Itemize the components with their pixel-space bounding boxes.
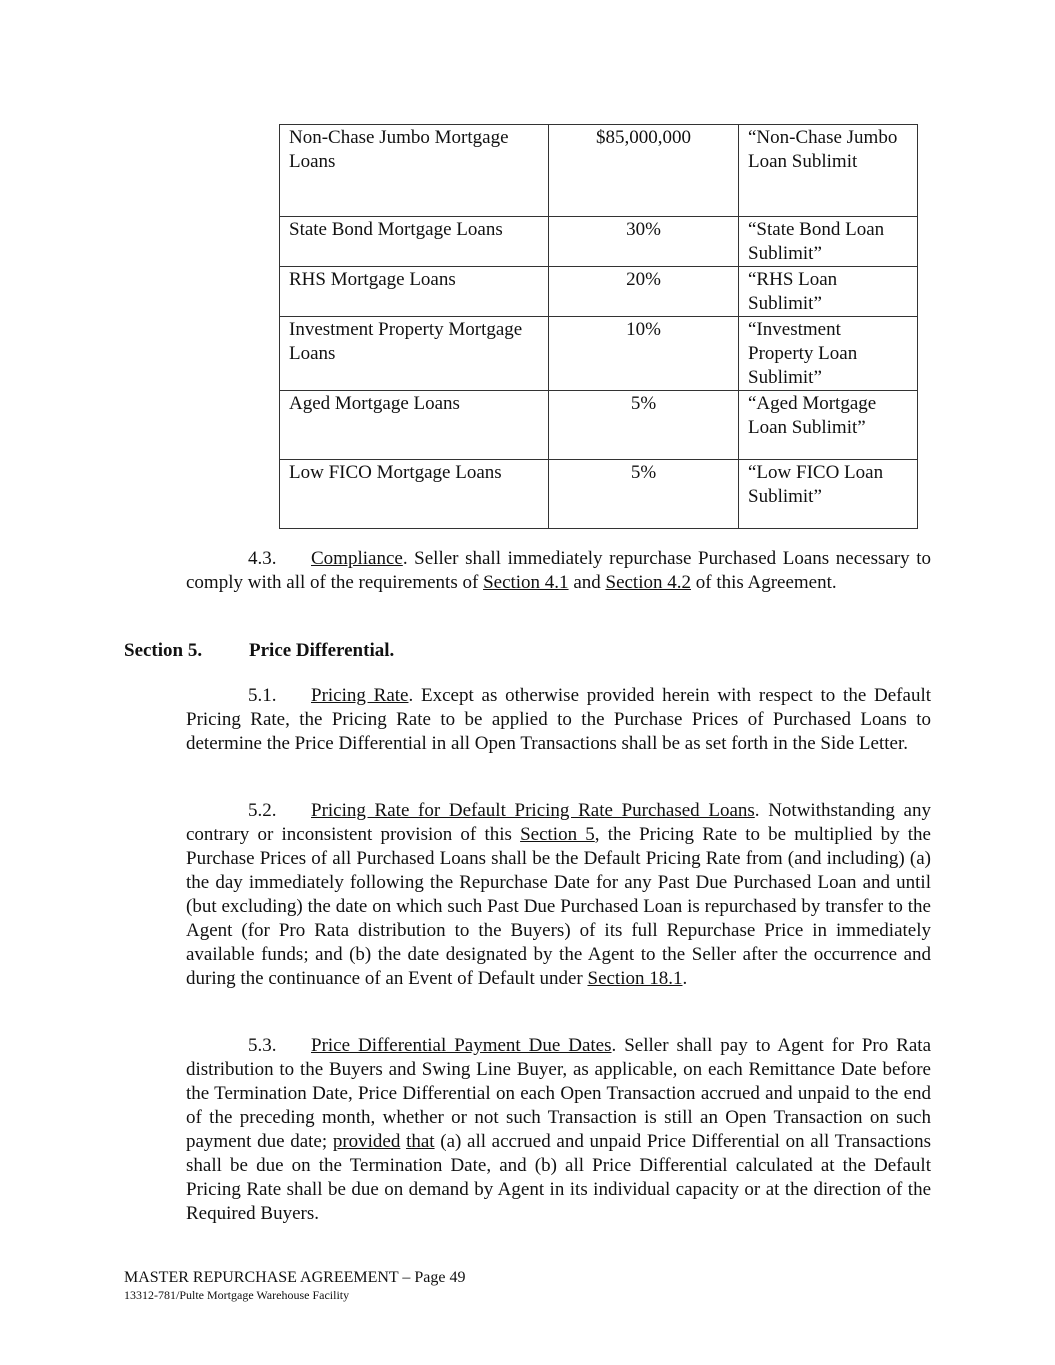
- limit-cell: 10%: [549, 317, 739, 391]
- paragraph-text: . Except as otherwise provided herein with respect to the Default Pricing Rate, the Pricing Rate to be applied to the Purchase Prices of Purchased Loans to determine the Price Differential in all Open Transactions shall be as set forth in the Side Letter.: [186, 685, 932, 754]
- footer-file-reference: 13312-781/Pulte Mortgage Warehouse Facility: [124, 1288, 350, 1302]
- sublimit-name-cell: “Non-Chase Jumbo Loan Sublimit: [739, 125, 918, 217]
- sublimit-name-cell: “State Bond Loan Sublimit”: [739, 217, 918, 267]
- paragraph-title: Pricing Rate: [311, 685, 409, 706]
- paragraph-number: 5.2.: [248, 800, 277, 821]
- section-5-heading: [124, 639, 394, 663]
- paragraph-text: . Seller shall immediately repurchase Purchased Loans necessary to comply with all of the requirements of: [186, 548, 931, 593]
- loan-type-cell: Non-Chase Jumbo Mortgage Loans: [280, 125, 549, 217]
- section-reference-link: Section 5: [520, 824, 595, 845]
- paragraph-title: Compliance: [311, 548, 403, 569]
- loan-type-cell: Aged Mortgage Loans: [280, 391, 549, 460]
- that-term: that: [406, 1131, 435, 1152]
- table-row: [280, 460, 918, 529]
- section-reference-link: Section 4.1: [483, 572, 569, 593]
- paragraph-text: , the Pricing Rate to be multiplied by the Purchase Prices of all Purchased Loans shall be the Default Pricing Rate from (and including) (a) the day immediately following the Repurchase Date for any Past Due Purchased Loan and until (but excluding) the date on which such Past Due Purchased Loan is repurchased by transfer to the Agent (for Pro Rata distribution to the Buyers) of its full Repurchase Price in immediately available funds; and (b) the date designated by the Agent to the Seller after the occurrence and during the continuance of an Event of Default under: [186, 824, 931, 989]
- table-row: [280, 125, 918, 217]
- section-4-3-paragraph: [186, 547, 931, 595]
- paragraph-text: of this Agreement.: [691, 572, 837, 593]
- section-reference-link: Section 18.1: [587, 968, 683, 989]
- footer-title: MASTER REPURCHASE AGREEMENT – Page 49: [124, 1269, 466, 1286]
- paragraph-text: . Notwithstanding any contrary or inconsistent provision of this: [186, 800, 931, 845]
- table-row: [280, 217, 918, 267]
- paragraph-text: (a) all accrued and unpaid Price Differential on all Transactions shall be due on the Termination Date, and (b) all Price Differential calculated at the Default Pricing Rate shall be due on demand by Agent in its individual capacity or at the direction of the Required Buyers.: [186, 1131, 932, 1224]
- paragraph-text: . Seller shall pay to Agent for Pro Rata distribution to the Buyers and Swing Line Buyer, as applicable, on each Remittance Date before the Termination Date, Price Differential on each Open Transaction accrued and unpaid to the end of the preceding month, whether or not such Transaction is still an Open Transaction on such payment due date;: [186, 1035, 932, 1152]
- section-5-2-paragraph: [186, 799, 931, 991]
- paragraph-text: and: [568, 572, 606, 593]
- paragraph-title: Price Differential Payment Due Dates: [311, 1035, 612, 1056]
- section-5-3-paragraph: [186, 1034, 931, 1226]
- provided-term: provided: [332, 1131, 401, 1152]
- limit-cell: $85,000,000: [549, 125, 739, 217]
- section-number: Section 5.: [124, 640, 203, 661]
- sublimit-name-cell: “Aged Mortgage Loan Sublimit”: [739, 391, 918, 460]
- section-reference-link: Section 4.2: [605, 572, 691, 593]
- sublimit-name-cell: “Investment Property Loan Sublimit”: [739, 317, 918, 391]
- loan-type-cell: RHS Mortgage Loans: [280, 267, 549, 317]
- section-5-1-paragraph: [186, 684, 931, 756]
- sublimit-name-cell: “Low FICO Loan Sublimit”: [739, 460, 918, 529]
- paragraph-text: .: [682, 968, 688, 989]
- sublimit-name-cell: “RHS Loan Sublimit”: [739, 267, 918, 317]
- paragraph-number: 4.3.: [248, 548, 277, 569]
- loan-type-cell: State Bond Mortgage Loans: [280, 217, 549, 267]
- loan-type-cell: Investment Property Mortgage Loans: [280, 317, 549, 391]
- limit-cell: 5%: [549, 391, 739, 460]
- sublimit-table: [279, 124, 918, 529]
- limit-cell: 5%: [549, 460, 739, 529]
- loan-type-cell: Low FICO Mortgage Loans: [280, 460, 549, 529]
- limit-cell: 20%: [549, 267, 739, 317]
- paragraph-number: 5.3.: [248, 1035, 277, 1056]
- limit-cell: 30%: [549, 217, 739, 267]
- paragraph-number: 5.1.: [248, 685, 277, 706]
- paragraph-title: Pricing Rate for Default Pricing Rate Purchased Loans: [311, 800, 755, 821]
- table-row: [280, 267, 918, 317]
- section-title: Price Differential.: [249, 640, 395, 661]
- table-row: [280, 317, 918, 391]
- table-row: [280, 391, 918, 460]
